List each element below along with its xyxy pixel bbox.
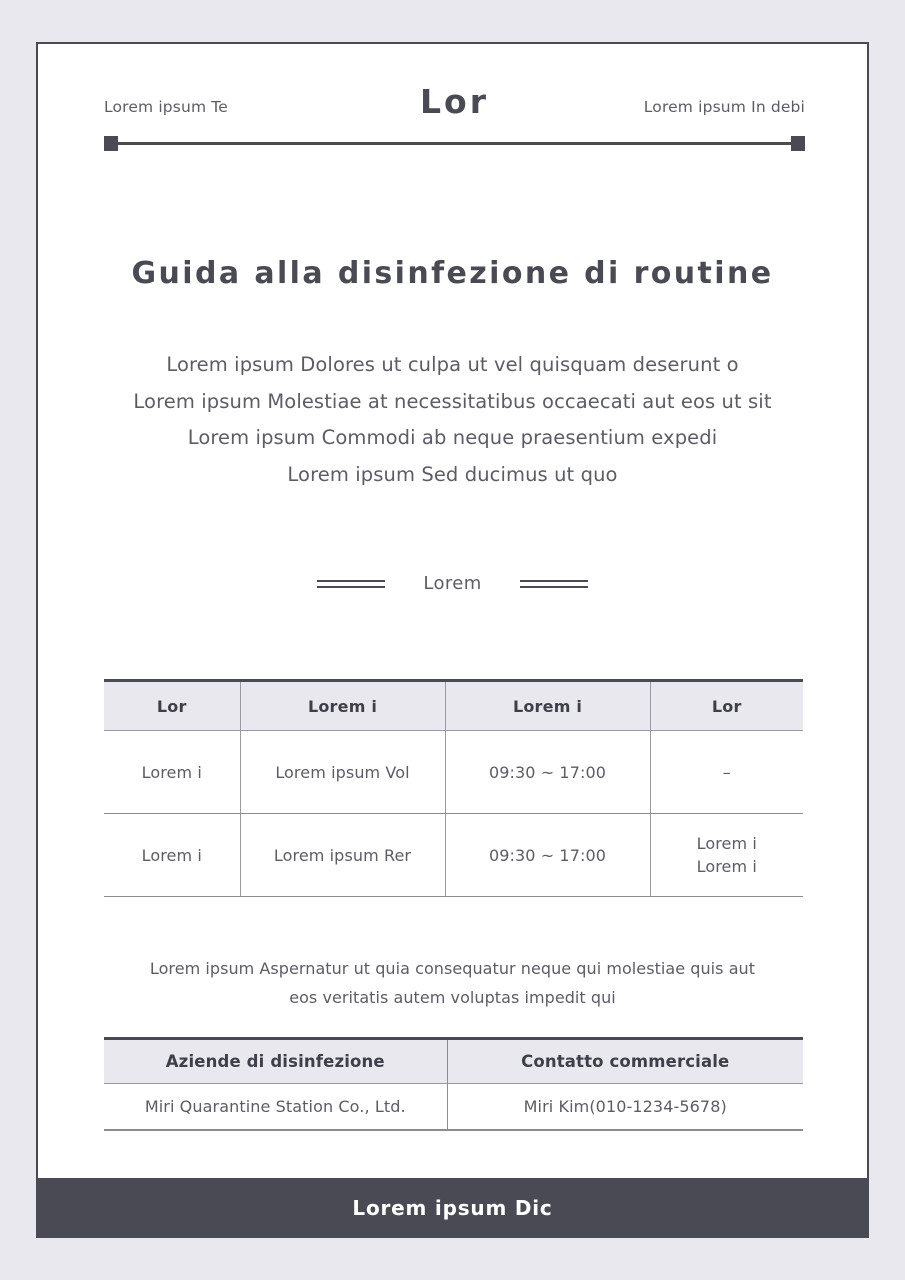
schedule-cell (650, 731, 803, 814)
schedule-header-cell: Lor (104, 681, 240, 731)
schedule-header-cell: Lorem i (445, 681, 650, 731)
schedule-cell-line: – (722, 762, 731, 782)
table-row (104, 731, 803, 814)
schedule-cell: Lorem ipsum Vol (240, 731, 445, 814)
lead-line: Lorem ipsum Commodi ab neque praesentium expedi (187, 426, 718, 450)
note-line: eos veritatis autem voluptas impedit qui (289, 988, 616, 1007)
rule-bar (117, 142, 792, 145)
footer-text: Lorem ipsum Dic (352, 1196, 553, 1220)
section-divider (38, 569, 867, 599)
letterhead-rule (104, 136, 805, 152)
lead-line: Lorem ipsum Molestiae at necessitatibus occaecati aut eos ut sit (133, 389, 772, 413)
table-header-row (104, 681, 803, 731)
table-note (98, 954, 807, 1012)
contact-table (104, 1037, 803, 1131)
schedule-cell: 09:30 ~ 17:00 (445, 814, 650, 897)
table-row (104, 1084, 803, 1130)
schedule-cell: Lorem i (104, 814, 240, 897)
document-sheet (36, 42, 869, 1238)
schedule-cell: 09:30 ~ 17:00 (445, 731, 650, 814)
schedule-cell: Lorem i (104, 731, 240, 814)
schedule-table (104, 679, 803, 897)
divider-line-left-icon (317, 580, 385, 588)
note-line: Lorem ipsum Aspernatur ut quia consequatur neque qui molestiae quis aut (149, 959, 756, 978)
schedule-cell (650, 814, 803, 897)
footer-band (36, 1178, 869, 1238)
table-header-row (104, 1039, 803, 1084)
lead-line: Lorem ipsum Sed ducimus ut quo (287, 462, 618, 486)
letterhead-center-logo: Lor (420, 82, 489, 121)
section-divider-label: Lorem (423, 573, 482, 594)
letterhead-right-label: Lorem ipsum In debi (643, 98, 805, 116)
divider-line-right-icon (520, 580, 588, 588)
contact-company-cell: Miri Quarantine Station Co., Ltd. (104, 1084, 447, 1130)
lead-paragraph (88, 347, 817, 493)
letterhead-left-label: Lorem ipsum Te (104, 98, 228, 116)
contact-header-cell: Contatto commerciale (447, 1039, 803, 1084)
rule-cap-right-icon (791, 136, 805, 151)
letterhead (38, 44, 871, 154)
table-row (104, 814, 803, 897)
schedule-header-cell: Lorem i (240, 681, 445, 731)
lead-line: Lorem ipsum Dolores ut culpa ut vel quisquam deserunt o (166, 353, 739, 376)
contact-phone-cell: Miri Kim(010-1234-5678) (447, 1084, 803, 1130)
contact-header-cell: Aziende di disinfezione (104, 1039, 447, 1084)
page-title: Guida alla disinfezione di routine (131, 256, 774, 291)
schedule-cell-line: Lorem i (696, 857, 757, 876)
rule-cap-left-icon (104, 136, 118, 151)
schedule-header-cell: Lor (650, 681, 803, 731)
schedule-cell: Lorem ipsum Rer (240, 814, 445, 897)
schedule-cell-line: Lorem i (696, 834, 757, 853)
